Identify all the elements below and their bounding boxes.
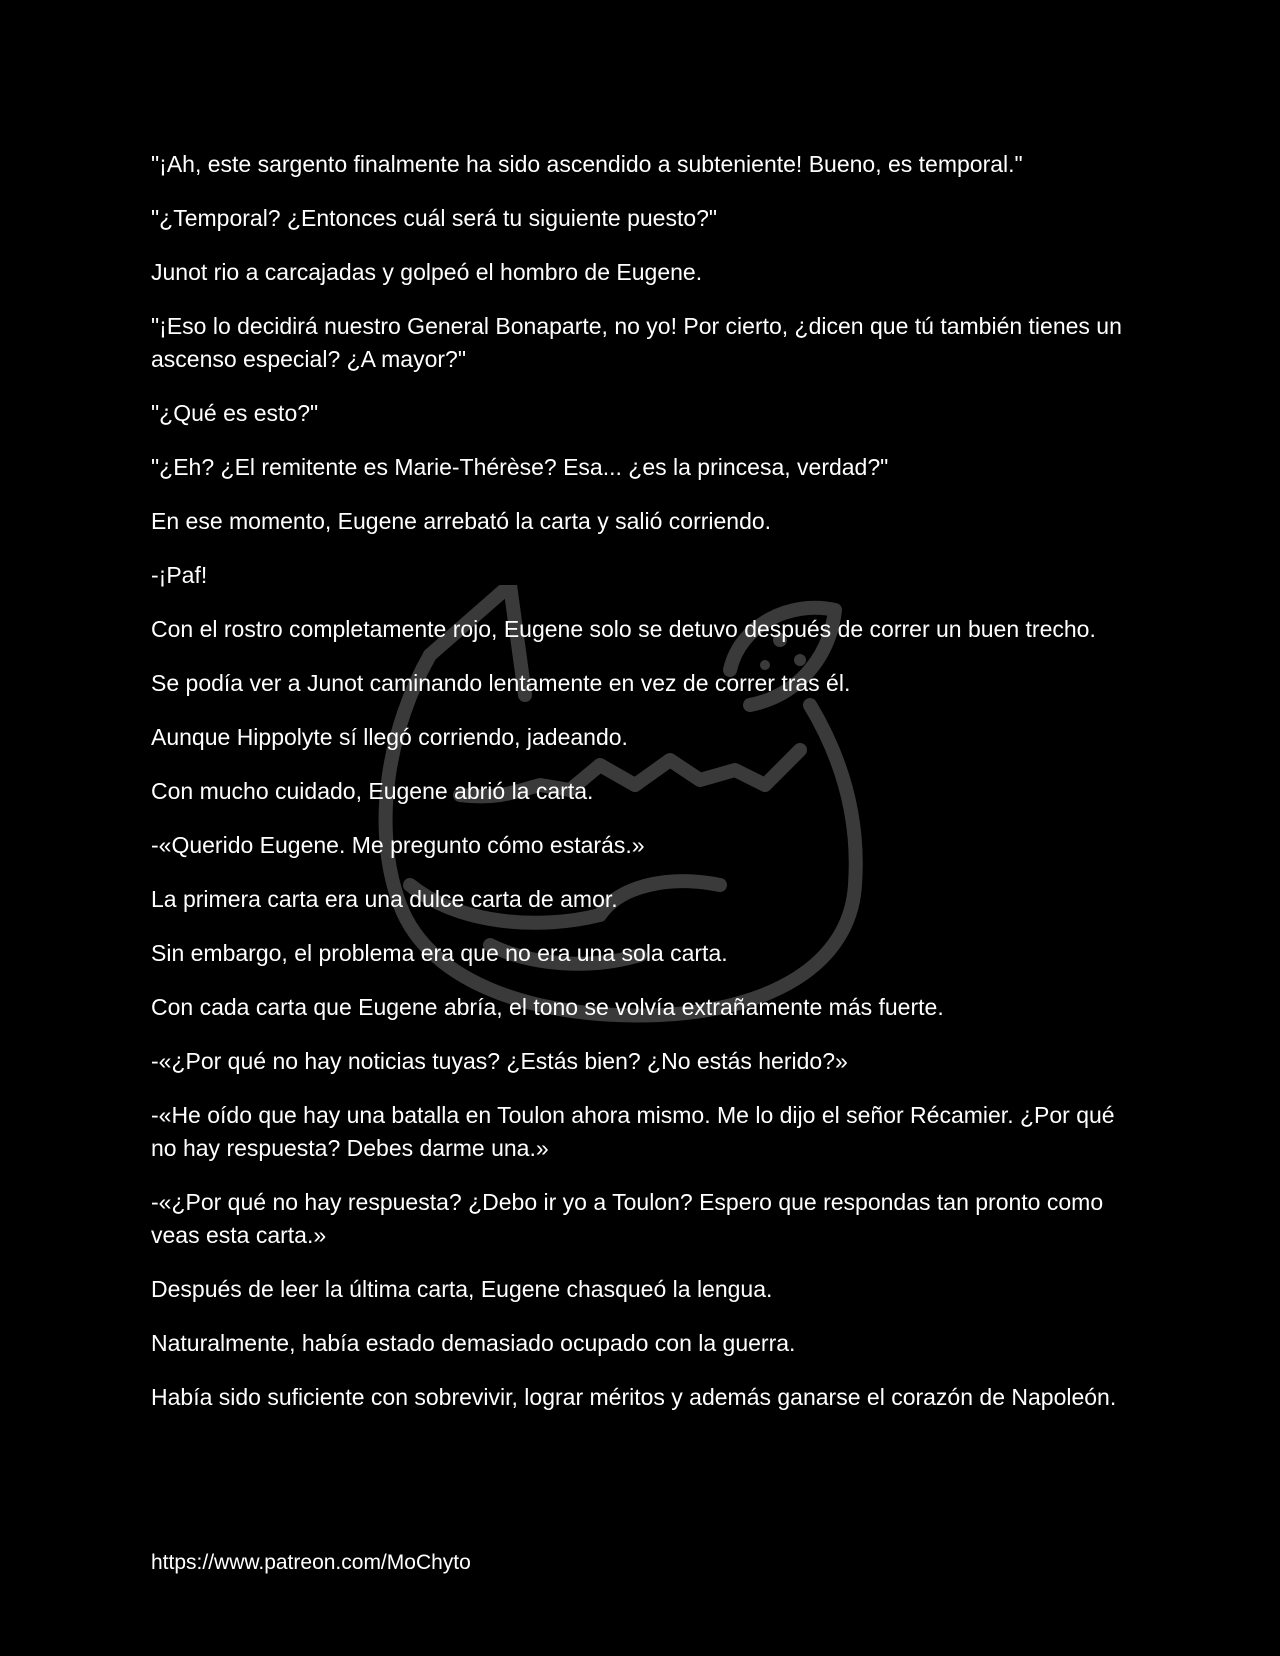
paragraph: -¡Paf! xyxy=(151,562,208,588)
paragraph: Con mucho cuidado, Eugene abrió la carta. xyxy=(151,778,594,804)
paragraph: -«Querido Eugene. Me pregunto cómo estarás.» xyxy=(151,832,645,858)
paragraph: Naturalmente, había estado demasiado ocupado con la guerra. xyxy=(151,1330,796,1356)
paragraph: -«¿Por qué no hay respuesta? ¿Debo ir yo a Toulon? Espero que respondas tan pronto como veas esta carta.» xyxy=(151,1189,1104,1248)
paragraph: "¿Qué es esto?" xyxy=(151,400,319,426)
paragraph: "¡Eso lo decidirá nuestro General Bonaparte, no yo! Por cierto, ¿dicen que tú también tienes un ascenso especial? ¿A mayor?" xyxy=(151,313,1122,372)
paragraph: Había sido suficiente con sobrevivir, lograr méritos y además ganarse el corazón de Napoleón. xyxy=(151,1384,1117,1410)
paragraph: La primera carta era una dulce carta de amor. xyxy=(151,886,618,912)
paragraph: "¿Eh? ¿El remitente es Marie-Thérèse? Esa... ¿es la princesa, verdad?" xyxy=(151,454,889,480)
patreon-link[interactable]: https://www.patreon.com/MoChyto xyxy=(151,1551,471,1574)
paragraph: "¡Ah, este sargento finalmente ha sido ascendido a subteniente! Bueno, es temporal." xyxy=(151,151,1023,177)
paragraph: Sin embargo, el problema era que no era una sola carta. xyxy=(151,940,728,966)
paragraph: -«He oído que hay una batalla en Toulon ahora mismo. Me lo dijo el señor Récamier. ¿Por qué no hay respuesta? Debes darme una.» xyxy=(151,1102,1115,1161)
story-text xyxy=(151,148,1131,1435)
paragraph: -«¿Por qué no hay noticias tuyas? ¿Estás bien? ¿No estás herido?» xyxy=(151,1048,848,1074)
paragraph: Después de leer la última carta, Eugene chasqueó la lengua. xyxy=(151,1276,773,1302)
paragraph: Se podía ver a Junot caminando lentamente en vez de correr tras él. xyxy=(151,670,851,696)
paragraph: Junot rio a carcajadas y golpeó el hombro de Eugene. xyxy=(151,259,703,285)
paragraph: "¿Temporal? ¿Entonces cuál será tu siguiente puesto?" xyxy=(151,205,718,231)
paragraph: Con el rostro completamente rojo, Eugene solo se detuvo después de correr un buen trecho. xyxy=(151,616,1096,642)
paragraph: En ese momento, Eugene arrebató la carta y salió corriendo. xyxy=(151,508,772,534)
paragraph: Con cada carta que Eugene abría, el tono se volvía extrañamente más fuerte. xyxy=(151,994,944,1020)
paragraph: Aunque Hippolyte sí llegó corriendo, jadeando. xyxy=(151,724,628,750)
